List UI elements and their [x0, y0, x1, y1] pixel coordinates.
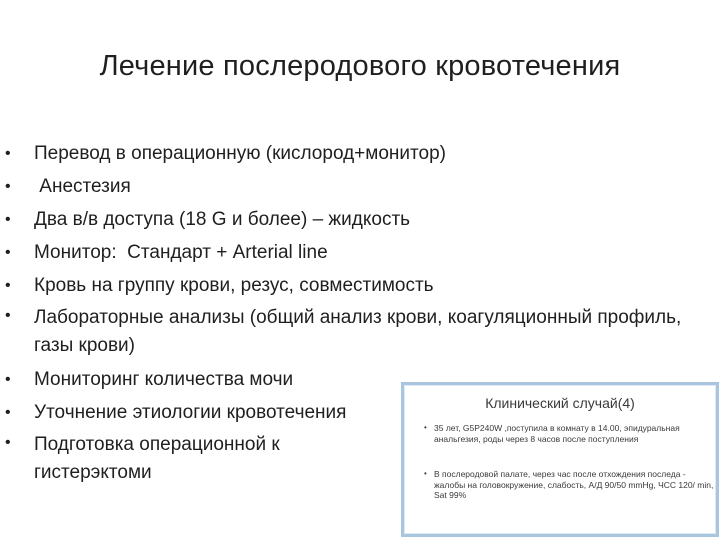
- bullet-item: [0, 429, 334, 490]
- bullet-text: Подготовка операционной к гистерэктоми: [34, 434, 280, 483]
- clinical-case-text: В послеродовой палате, через час после отхождения последа - жалобы на головокружение, слабость, А/Д 90/50 mmHg, ЧСС 120/ min, Sat 99%: [434, 469, 714, 500]
- bullet-text: Монитор: Стандарт + Arterial line: [34, 242, 328, 263]
- bullet-text: Кровь на группу крови, резус, совместимость: [34, 275, 434, 296]
- bullet-item: [0, 203, 694, 236]
- case-bullet-dot: •: [424, 423, 427, 432]
- slide-title: Лечение послеродового кровотечения: [99, 50, 621, 82]
- bullet-item: [0, 236, 694, 269]
- bullet-dot: •: [5, 211, 11, 228]
- bullet-item: [0, 137, 694, 170]
- clinical-case-item: [424, 469, 714, 501]
- case-bullet-dot: •: [424, 469, 427, 478]
- bullet-dot: •: [5, 371, 11, 388]
- bullet-text: Уточнение этиологии кровотечения: [34, 402, 347, 423]
- clinical-case-item: [424, 423, 714, 444]
- bullet-item: [0, 269, 694, 302]
- bullet-text: Перевод в операционную (кислород+монитор): [34, 143, 446, 164]
- bullet-dot: •: [5, 307, 11, 324]
- bullet-text: Анестезия: [34, 176, 131, 197]
- clinical-case-title: Клинический случай(4): [485, 395, 635, 411]
- clinical-case-box: [401, 382, 719, 537]
- bullet-text: Лабораторные анализы (общий анализ крови, коагуляционный профиль, газы крови): [34, 307, 682, 356]
- bullet-dot: •: [5, 434, 11, 451]
- bullet-text: Два в/в доступа (18 G и более) – жидкость: [34, 209, 411, 230]
- bullet-item: [0, 170, 694, 203]
- bullet-dot: •: [5, 404, 11, 421]
- bullet-dot: •: [5, 178, 11, 195]
- bullet-item: [0, 396, 404, 429]
- clinical-case-text: 35 лет, G5P240W ,поступила в комнату в 14.00, эпидуральная анальгезия, роды через 8 часов после поступления: [434, 423, 680, 444]
- bullet-dot: •: [5, 244, 11, 261]
- bullet-dot: •: [5, 277, 11, 294]
- bullet-text: Мониторинг количества мочи: [34, 369, 294, 390]
- bullet-item: [0, 302, 694, 363]
- bullet-dot: •: [5, 145, 11, 162]
